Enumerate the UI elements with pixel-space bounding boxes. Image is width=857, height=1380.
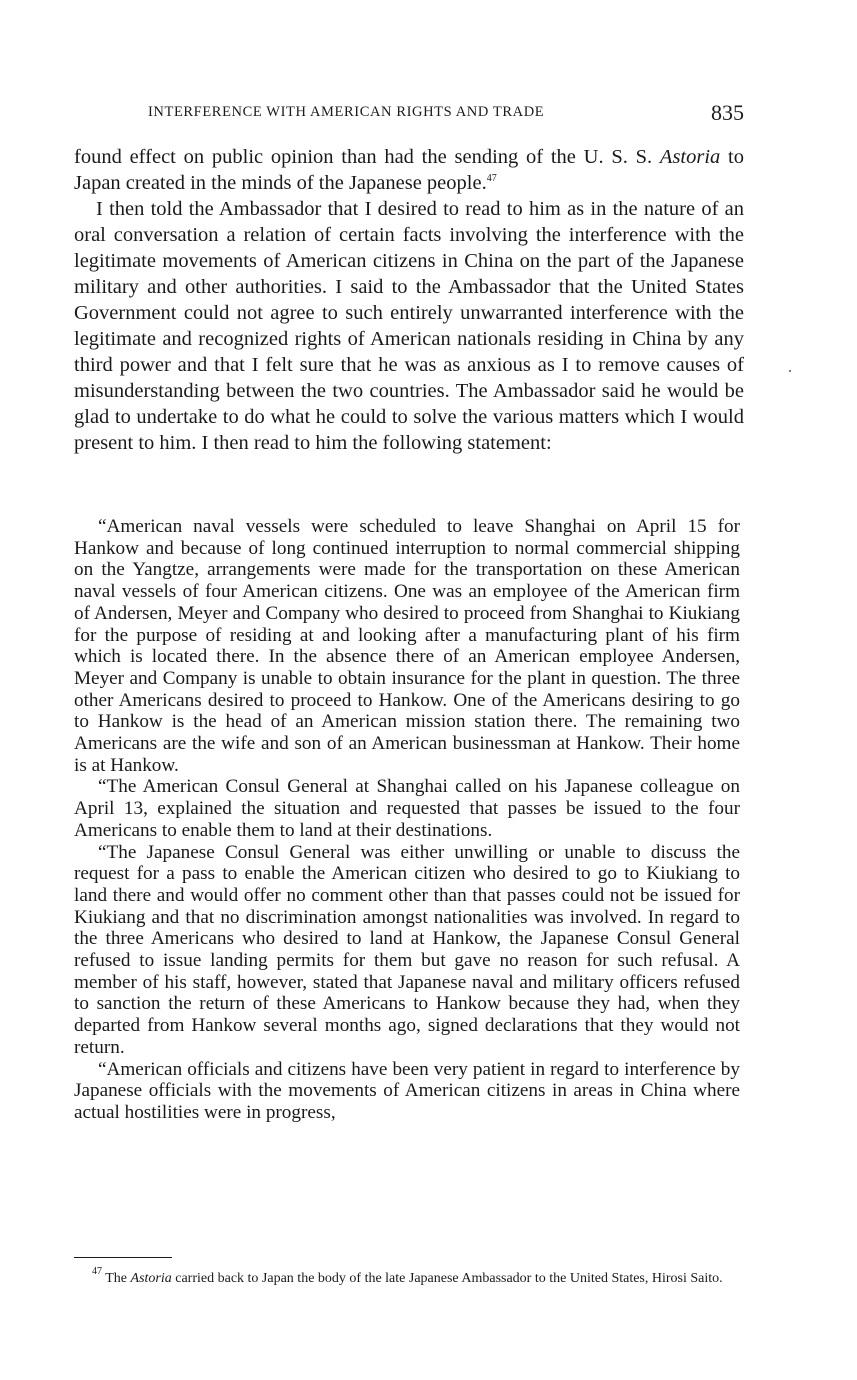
ship-name-italic: Astoria: [130, 1271, 172, 1286]
quote-paragraph: “The Japanese Consul General was either unwilling or unable to discuss the request for a pass to enable the American citizen who desired to go to Kiukiang to land there and would offer no comment other than that passes could not be issued for Kiukiang and that no discrimination amongst nationalities was involved. In regard to the three Americans who desired to land at Hankow, the Japanese Consul General refused to issue landing permits for them but gave no reason for such refusal. A member of his staff, however, stated that Japanese naval and military officers refused to sanction the return of these Americans to Hankow because they had, when they departed from Hankow several months ago, signed declarations that they would not return.: [74, 841, 740, 1058]
footnote-text: carried back to Japan the body of the late Japanese Ambassador to the United States, Hirosi Saito.: [171, 1271, 723, 1286]
page-header: [74, 100, 744, 126]
paragraph: I then told the Ambassador that I desired to read to him as in the nature of an oral conversation a relation of certain facts involving the interference with the legitimate movements of American citizens in China on the part of the Japanese military and other authorities. I said to the Ambassador that the United States Government could not agree to such entirely unwarranted interference with the legitimate and recognized rights of American nationals residing in China by any third power and that I felt sure that he was as anxious as I to remove causes of misunderstanding between the two countries. The Ambassador said he would be glad to undertake to do what he could to solve the various matters which I would present to him. I then read to him the following statement:: [74, 198, 744, 454]
footnote: [74, 1266, 742, 1288]
footnote-reference: 47: [486, 173, 497, 184]
paragraph-text: to Japan created in the minds of the Japanese people.: [74, 146, 745, 194]
page-number: 835: [711, 100, 744, 125]
main-text: [74, 144, 744, 456]
scan-speck: [789, 370, 791, 372]
paragraph-text: found effect on public opinion than had the sending of the U. S. S.: [74, 146, 653, 168]
ship-name-italic: Astoria: [659, 146, 721, 168]
footnote-marker: 47: [92, 1266, 102, 1277]
quote-paragraph: “American officials and citizens have been very patient in regard to interference by Japanese officials with the movements of American citizens in areas in China where actual hostilities were in progress,: [74, 1058, 740, 1123]
footnote-text: The: [102, 1271, 131, 1286]
quote-paragraph: “American naval vessels were scheduled to leave Shanghai on April 15 for Hankow and because of long continued interruption to normal commercial shipping on the Yangtze, arrangements were made for the transportation on these American naval vessels of four American citizens. One was an employee of the American firm of Andersen, Meyer and Company who desired to proceed from Shanghai to Kiukiang for the purpose of residing at and looking after a manufacturing plant of his firm which is located there. In the absence there of an American employee Andersen, Meyer and Company is unable to obtain insurance for the plant in question. The three other Americans desired to proceed to Hankow. One of the Americans desiring to go to Hankow is the head of an American mission station there. The remaining two Americans are the wife and son of an American businessman at Hankow. Their home is at Hankow.: [74, 516, 740, 776]
quoted-statement: [74, 516, 740, 1124]
quote-paragraph: “The American Consul General at Shanghai called on his Japanese colleague on April 13, explained the situation and requested that passes be issued to the four Americans to enable them to land at their destinations.: [74, 776, 740, 841]
running-head: INTERFERENCE WITH AMERICAN RIGHTS AND TRADE: [148, 104, 545, 120]
footnote-divider: [74, 1257, 172, 1258]
paragraph-continuation: [74, 144, 744, 196]
